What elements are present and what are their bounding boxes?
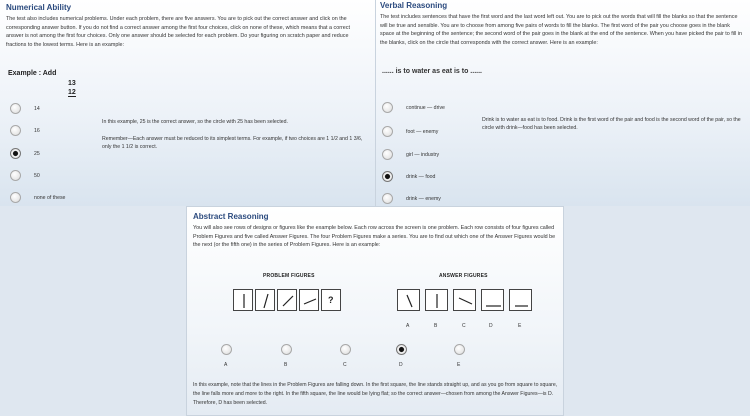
numerical-option-label: none of these [34,195,66,201]
abstract-option-letter: A [224,362,228,368]
answer-figure-letter: D [489,323,493,329]
abstract-option-letter: B [284,362,288,368]
line-horizontal-short-icon [510,290,533,312]
problem-figure-1 [233,289,253,311]
numerical-option-label: 25 [34,151,40,157]
answer-figure-c [453,289,476,311]
answer-figure-d [481,289,504,311]
line-low-tilt-icon [300,290,320,312]
line-back-tilt-icon [398,290,421,312]
problem-figures-row [233,289,343,311]
abstract-option-letter: D [399,362,403,368]
verbal-option-label: girl — industry [406,152,440,158]
abstract-option-letter: C [343,362,347,368]
abstract-option-letter: E [457,362,461,368]
numerical-explanation: In this example, 25 is the correct answer, so the circle with 25 has been selected. [102,119,288,125]
verbal-option-label: continue — drive [406,105,445,111]
abstract-explanation: In this example, note that the lines in the Problem Figures are falling down. In the first square, the line stands straight up, and as you go from square to square, the line falls more and more to the right. In the fifth square, the line would be lying flat; so the correct answer—chosen from among the Answer Figures—is D. Therefore, D has been selected. [193,382,558,406]
problem-figure-2 [255,289,275,311]
numerical-option-label: 14 [34,106,40,112]
verbal-explanation: Drink is to water as eat is to food. Drink is the first word of the pair and food is the second word of the pair, so the circle with drink—food has been selected. [482,117,741,132]
verbal-option-label: drink — food [406,174,436,180]
abstract-title: Abstract Reasoning [193,212,269,221]
problem-figure-3 [277,289,297,311]
answer-figure-letter: C [462,323,466,329]
verbal-example-sentence: ...... is to water as eat is to ...... [382,68,482,75]
answer-figure-letter: E [518,323,522,329]
abstract-intro: You will also see rows of designs or figures like the example below. Each row across the screen is one problem. Each row consists of four figures called Problem Figures and five called Answer Figures. The four Problem Figures make a series. You are to find out which one of the Answer Figures would be the next (or the fifth one) in the series of Problem Figures. Here is an example: [193,225,556,249]
abstract-option-radio-d-selected[interactable] [396,344,407,355]
verbal-option-radio-3[interactable] [382,149,393,160]
verbal-option-label: drink — enemy [406,196,441,202]
abstract-option-radio-a[interactable] [221,344,232,355]
answer-figure-letter: B [434,323,438,329]
problem-figure-4 [299,289,319,311]
verbal-reasoning-panel [376,0,750,206]
numerical-option-radio-4[interactable] [10,170,21,181]
example-label: Example : Add [8,70,57,77]
verbal-option-radio-5[interactable] [382,193,393,204]
line-horizontal-icon [482,290,505,312]
addend-1: 13 [68,80,76,87]
numerical-intro: The test also includes numerical problems. Under each problem, there are five answers. You are to pick out the correct answer and click on the corresponding answer button. If you do not find a correct answer among the first four choices, click on none of these, which means that a correct answer is not among the first four choices. Only one answer should be selected for each problem. Do your figuring on scratch paper and reduce fractions to the lowest terms. Here is an example: [6,16,350,48]
verbal-intro: The test includes sentences that have the first word and the last word left out. You are to pick out the words that will fill the blanks so that the sentence will be true and sensible. You are to choose from among five pairs of words to fill the blanks. The first word of the pair you choose goes in the blank space at the beginning of the sentence; the second word of the pair goes in the blank at the end of the sentence. When you have picked the pair to fill in the blanks, click on the circle that corresponds with the correct answer. Here is an example: [380,14,743,46]
verbal-option-radio-1[interactable] [382,102,393,113]
verbal-option-radio-2[interactable] [382,126,393,137]
numerical-option-radio-5[interactable] [10,192,21,203]
verbal-option-radio-4-selected[interactable] [382,171,393,182]
answer-figure-b [425,289,448,311]
line-slight-tilt-icon [256,290,276,312]
numerical-option-label: 50 [34,173,40,179]
abstract-option-radio-c[interactable] [340,344,351,355]
line-diagonal-icon [278,290,298,312]
numerical-option-radio-3-selected[interactable] [10,148,21,159]
question-mark: ? [328,295,334,305]
problem-figure-unknown [321,289,341,311]
answer-figures-row [397,289,537,311]
numerical-title: Numerical Ability [6,3,72,12]
numerical-remember-note: Remember—Each answer must be reduced to its simplest terms. For example, if two choices are 1 1/2 and 1 3/6, only the 1 1/2 is correct. [102,136,363,151]
line-down-slope-icon [454,290,477,312]
verbal-option-label: foot — enemy [406,129,439,135]
line-vertical-icon [426,290,449,312]
addend-2: 12 [68,89,76,96]
numerical-option-radio-2[interactable] [10,125,21,136]
answer-figure-letter: A [406,323,410,329]
abstract-option-radio-e[interactable] [454,344,465,355]
numerical-ability-panel [0,0,376,206]
numerical-option-label: 16 [34,128,40,134]
line-vertical-icon [234,290,254,312]
abstract-reasoning-panel [186,206,564,416]
problem-figures-header: PROBLEM FIGURES [263,273,315,279]
answer-figures-header: ANSWER FIGURES [439,273,488,279]
verbal-title: Verbal Reasoning [380,1,448,10]
answer-figure-a [397,289,420,311]
answer-figure-e [509,289,532,311]
abstract-option-radio-b[interactable] [281,344,292,355]
numerical-option-radio-1[interactable] [10,103,21,114]
